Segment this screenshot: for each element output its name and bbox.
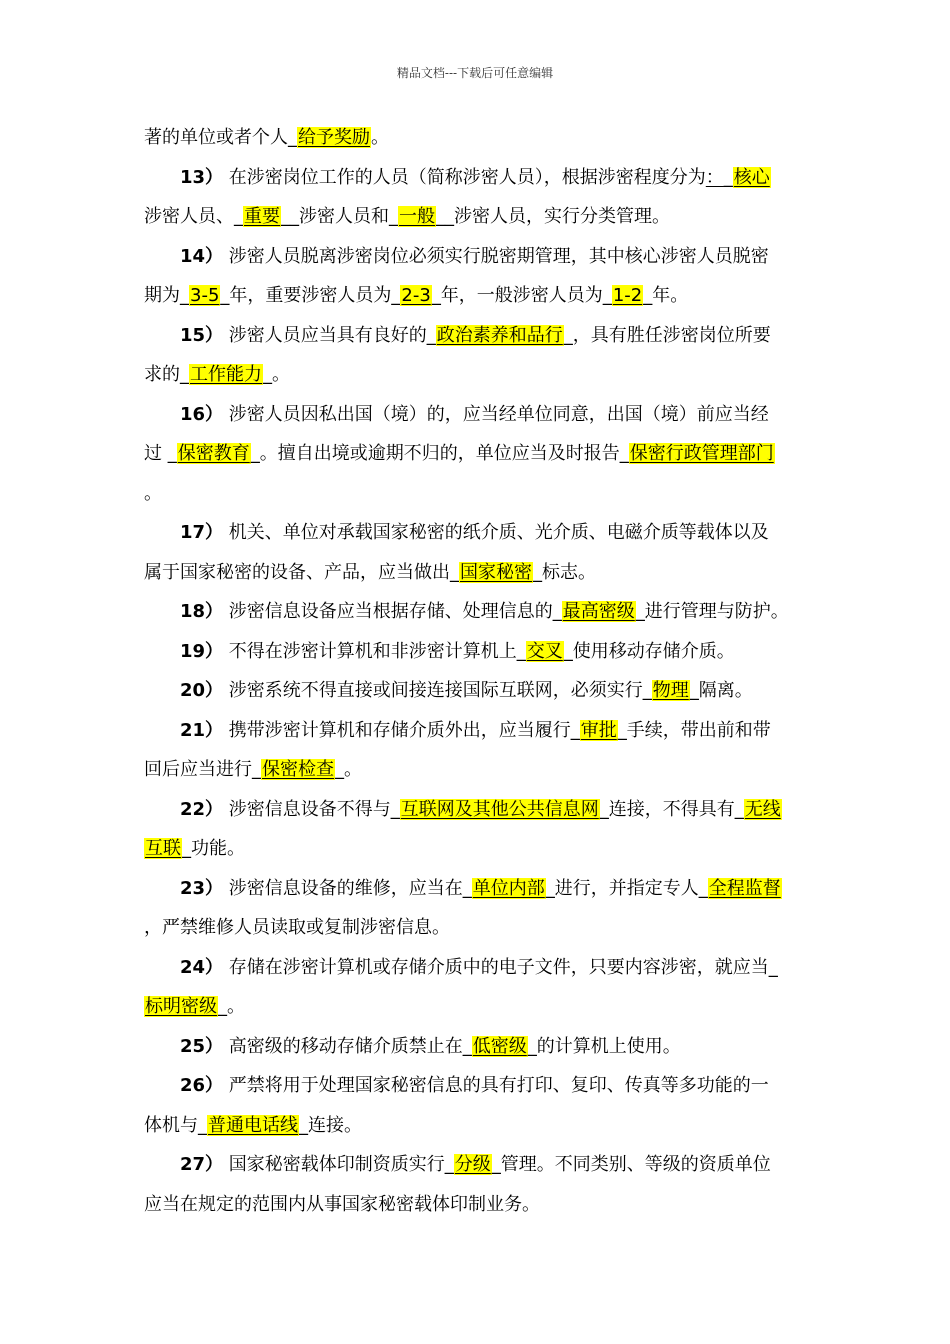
text-span: 连接，不得具有 xyxy=(608,798,735,820)
text-span: _ xyxy=(263,364,272,385)
answer-highlight: 政治素养和品行 xyxy=(436,324,563,346)
text-span: 进行，并指定专人 xyxy=(554,877,699,899)
text-span: 涉密人员因私出国（境）的，应当经单位同意，出国（境）前应当经 xyxy=(223,403,769,425)
item-number: 24） xyxy=(180,956,224,978)
text-line xyxy=(144,118,808,158)
item-number: 20） xyxy=(180,680,224,701)
text-span: _ xyxy=(299,1114,308,1136)
text-span: 功能。 xyxy=(191,838,245,859)
text-span: _ xyxy=(220,285,230,306)
text-span: _ xyxy=(391,285,401,306)
text-span: 涉密信息设备的维修，应当在 xyxy=(223,877,463,899)
answer-highlight: 低密级 xyxy=(472,1035,527,1057)
text-span: 涉密人员脱离涉密岗位必须实行脱密期管理，其中核心涉密人员脱密 xyxy=(223,245,769,267)
text-line xyxy=(144,197,808,237)
text-span: _ xyxy=(619,443,629,464)
text-span: 年，一般涉密人员为 xyxy=(440,285,603,306)
text-span: 应当在规定的范围内从事国家秘密载体印制业务。 xyxy=(144,1193,540,1215)
answer-highlight: 2-3 xyxy=(401,285,431,306)
text-line xyxy=(144,829,808,869)
answer-highlight: 保密检查 xyxy=(262,759,334,780)
answer-highlight: 互联 xyxy=(145,838,181,859)
page-header: 精品文档---下载后可任意编辑 xyxy=(396,66,554,80)
text-span: _ xyxy=(180,364,189,385)
item-number: 19） xyxy=(180,640,224,662)
text-span: _ xyxy=(602,285,612,306)
text-span: ，具有胜任涉密岗位所要 xyxy=(572,324,771,346)
item-number: 16） xyxy=(180,403,224,425)
text-line xyxy=(144,1027,808,1067)
text-span: 手续，带出前和带 xyxy=(626,719,771,741)
text-span: 年。 xyxy=(652,285,689,306)
text-span: 连接。 xyxy=(308,1114,362,1136)
text-span: _ xyxy=(563,640,573,662)
text-line xyxy=(144,1106,808,1146)
text-span: _ xyxy=(198,1114,207,1136)
text-span: _ xyxy=(462,1035,472,1057)
text-span: 严禁将用于处理国家秘密信息的具有打印、复印、传真等多功能的一 xyxy=(223,1075,769,1096)
text-span: _ xyxy=(250,443,260,464)
answer-highlight: 交叉 xyxy=(526,640,563,662)
text-span: _ xyxy=(635,601,645,622)
text-line xyxy=(144,711,808,751)
text-line xyxy=(144,355,808,395)
text-line xyxy=(144,790,808,830)
text-span: 涉密人员，实行分类管理。 xyxy=(454,206,670,227)
answer-highlight: 工作能力 xyxy=(190,364,262,385)
text-line xyxy=(144,750,808,790)
text-span: 隔离。 xyxy=(698,680,753,701)
answer-highlight: 核心 xyxy=(733,166,770,188)
item-number: 14） xyxy=(180,245,224,267)
answer-highlight: 单位内部 xyxy=(472,877,545,899)
text-span: 使用移动存储介质。 xyxy=(572,640,735,662)
answer-highlight: 无线 xyxy=(744,798,781,820)
text-span: _ xyxy=(167,443,177,464)
text-span: _ xyxy=(643,285,653,306)
text-span: __ xyxy=(281,206,299,227)
text-span: 国家秘密载体印制资质实行 xyxy=(223,1154,445,1175)
text-span: _ xyxy=(389,206,398,227)
item-number: 21） xyxy=(180,719,224,741)
text-span: _ xyxy=(180,285,189,306)
text-span: _ xyxy=(252,759,261,780)
text-span: _ xyxy=(462,877,472,899)
text-span: 高密级的移动存储介质禁止在 xyxy=(223,1035,463,1057)
text-span: 回后应当进行 xyxy=(144,759,252,780)
text-span: _ xyxy=(552,601,562,622)
text-span: 管理。不同类别、等级的资质单位 xyxy=(500,1154,771,1175)
text-span: 。 xyxy=(344,759,362,780)
text-span: 不得在涉密计算机和非涉密计算机上 xyxy=(223,640,517,662)
text-span: _ xyxy=(426,324,436,346)
text-span: 携带涉密计算机和存储介质外出，应当履行 xyxy=(223,719,571,741)
text-span: 属于国家秘密的设备、产品，应当做出 xyxy=(144,561,450,583)
text-line xyxy=(144,553,808,593)
text-line xyxy=(144,1185,808,1225)
text-span: _ xyxy=(689,680,699,701)
answer-highlight: 标明密级 xyxy=(145,996,217,1017)
text-span: _ xyxy=(390,798,400,820)
text-line xyxy=(144,276,808,316)
text-span: _ xyxy=(516,640,526,662)
answer-highlight: 全程监督 xyxy=(708,877,781,899)
text-span: _ xyxy=(570,719,580,741)
text-span: _ xyxy=(734,798,744,820)
text-span: 标志。 xyxy=(542,561,596,583)
item-number: 26） xyxy=(180,1075,224,1096)
text-span: 期为 xyxy=(144,285,180,306)
text-span: ，严禁维修人员读取或复制涉密信息。 xyxy=(144,917,450,938)
text-span: 机关、单位对承载国家秘密的纸介质、光介质、电磁介质等载体以及 xyxy=(223,522,769,543)
text-span: 著的单位或者个人 xyxy=(144,127,288,148)
text-line xyxy=(144,869,808,909)
text-line xyxy=(144,592,808,632)
text-span: 求的 xyxy=(144,364,180,385)
answer-highlight: 普通电话线 xyxy=(208,1114,298,1136)
item-number: 22） xyxy=(180,798,224,820)
text-line xyxy=(144,987,808,1027)
item-number: 13） xyxy=(180,166,224,188)
answer-highlight: 互联网及其他公共信息网 xyxy=(400,798,599,820)
text-span: _ xyxy=(698,877,708,899)
text-span: 体机与 xyxy=(144,1114,198,1136)
text-span: 涉密人员应当具有良好的 xyxy=(223,324,427,346)
text-span: 涉密系统不得直接或间接连接国际互联网，必须实行 xyxy=(223,680,643,701)
text-span: 涉密人员和 xyxy=(299,206,389,227)
text-line xyxy=(144,237,808,277)
text-span: _ xyxy=(182,838,191,859)
text-span: 进行管理与防护。 xyxy=(644,601,789,622)
text-span: _ xyxy=(288,127,297,148)
text-span: _ xyxy=(444,1154,454,1175)
text-span: 。 xyxy=(272,364,290,385)
text-span: 。擅自出境或逾期不归的，单位应当及时报告 xyxy=(259,443,620,464)
answer-highlight: 重要 xyxy=(244,206,280,227)
text-line xyxy=(144,395,808,435)
text-span: ： xyxy=(705,166,724,188)
item-number: 15） xyxy=(180,324,224,346)
text-span: 。 xyxy=(371,127,389,148)
text-span: 涉密信息设备应当根据存储、处理信息的 xyxy=(223,601,553,622)
text-line xyxy=(144,513,808,553)
text-line xyxy=(144,158,808,198)
text-span: _ xyxy=(723,166,733,188)
text-line xyxy=(144,316,808,356)
item-number: 23） xyxy=(180,877,224,899)
text-line xyxy=(144,1145,808,1185)
text-span: _ xyxy=(491,1154,501,1175)
text-span: 过 xyxy=(144,443,168,464)
text-span: _ xyxy=(617,719,627,741)
answer-highlight: 保密教育 xyxy=(177,443,250,464)
text-span: 。 xyxy=(144,482,162,504)
text-span: _ xyxy=(234,206,243,227)
answer-highlight: 国家秘密 xyxy=(460,561,532,583)
text-span: _ xyxy=(431,285,441,306)
answer-highlight: 1-2 xyxy=(612,285,643,306)
text-span: 涉密信息设备不得与 xyxy=(223,798,391,820)
text-line xyxy=(144,632,808,672)
text-line xyxy=(144,671,808,711)
answer-highlight: 3-5 xyxy=(190,285,220,306)
text-span: _ xyxy=(450,561,459,583)
text-span: __ xyxy=(436,206,454,227)
item-number: 27） xyxy=(180,1154,224,1175)
text-line xyxy=(144,1066,808,1106)
item-number: 25） xyxy=(180,1035,224,1057)
answer-highlight: 保密行政管理部门 xyxy=(629,443,774,464)
answer-highlight: 最高密级 xyxy=(562,601,635,622)
text-span: 在涉密岗位工作的人员（简称涉密人员），根据涉密程度分为 xyxy=(223,166,706,188)
text-span: 的计算机上使用。 xyxy=(536,1035,681,1057)
text-line xyxy=(144,474,808,514)
text-span: _ xyxy=(545,877,555,899)
text-span: _ xyxy=(642,680,652,701)
answer-highlight: 审批 xyxy=(580,719,617,741)
text-span: _ xyxy=(527,1035,537,1057)
text-span: _ xyxy=(218,996,227,1017)
text-span: 存储在涉密计算机或存储介质中的电子文件，只要内容涉密，就应当 xyxy=(223,956,769,978)
item-number: 17） xyxy=(180,522,224,543)
text-span: 年，重要涉密人员为 xyxy=(229,285,392,306)
text-line xyxy=(144,908,808,948)
item-number: 18） xyxy=(180,601,224,622)
document-body xyxy=(144,118,808,1224)
answer-highlight: 给予奖励 xyxy=(298,127,370,148)
text-span: 。 xyxy=(227,996,245,1017)
answer-highlight: 分级 xyxy=(454,1154,491,1175)
text-span: _ xyxy=(599,798,609,820)
text-span: _ xyxy=(533,561,542,583)
answer-highlight: 物理 xyxy=(652,680,689,701)
text-span: _ xyxy=(563,324,573,346)
answer-highlight: 一般 xyxy=(399,206,435,227)
text-line xyxy=(144,434,808,474)
text-span: _ xyxy=(335,759,344,780)
text-line xyxy=(144,948,808,988)
text-span: 涉密人员、 xyxy=(144,206,234,227)
text-span: _ xyxy=(768,956,778,978)
